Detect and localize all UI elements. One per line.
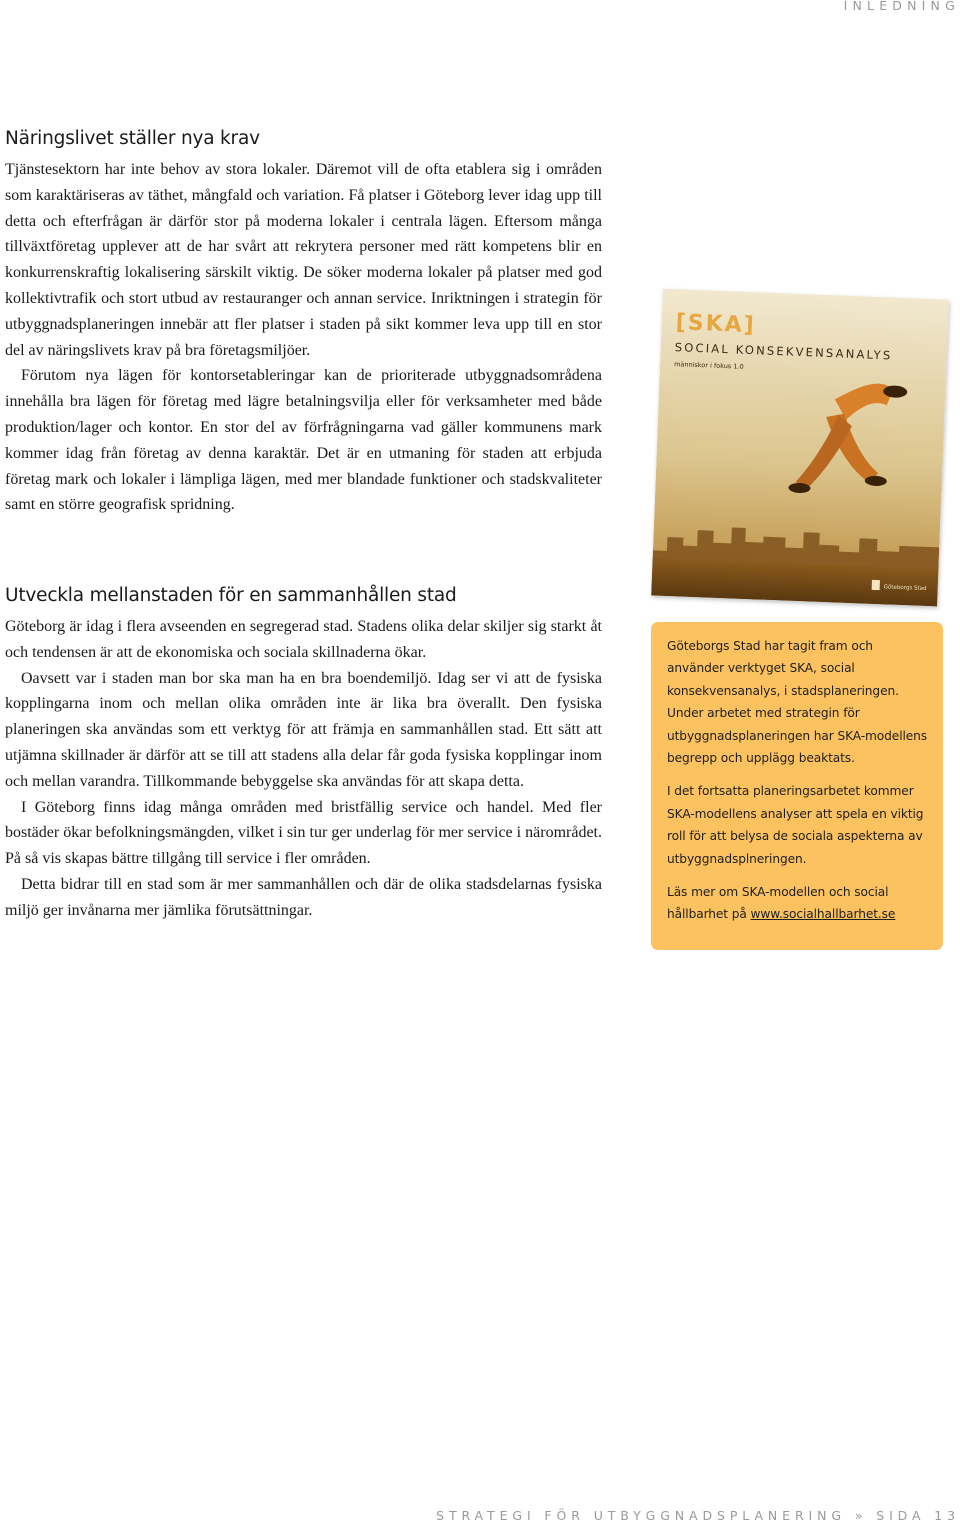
cover-logo-text: Göteborgs Stad [883,584,927,592]
info-paragraph: Göteborgs Stad har tagit fram och använder verktyget SKA, social konsekvensanalys, i stadsplaneringen. Under arbetet med strategin för utbyggnadsplaneringen har SKA-modellens begrepp och upplägg beaktats. [667,639,928,766]
socialhallbarhet-link[interactable]: www.socialhallbarhet.se [750,907,896,922]
info-paragraph: I det fortsatta planeringsarbetet kommer SKA-modellens analyser att spela en viktig roll för att belysa de sociala aspekterna av utbyggnadsplneringen. [667,784,924,866]
running-footer: STRATEGI FÖR UTBYGGNADSPLANERING » SIDA 13 [436,1508,960,1523]
section-heading: Utveckla mellanstaden för en sammanhållen stad [5,585,457,606]
body-paragraph: Göteborg är idag i flera avseenden en segregerad stad. Stadens olika delar skiljer sig starkt åt och tendensen är att de ekonomiska och sociala skillnaderna ökar. [5,618,602,661]
ska-report-cover-image [651,289,949,607]
body-paragraph: Oavsett var i staden man bor ska man ha en bra boendemiljö. Idag ser vi att de fysiska kopplingarna inom och mellan olika områden inte är lika bra överallt. Den fysiska planeringen ska användas som ett verktyg för att främja en sammanhållen stad. Ett sätt att utjämna skillnader är därför att se till att stadens alla delar får goda fysiska kopplingar inom och mellan varandra. Tillkommande bebyggelse ska användas för att skapa detta. [5,669,602,790]
section-heading: Näringslivet ställer nya krav [5,128,260,149]
info-paragraph [667,881,931,926]
body-paragraph: I Göteborg finns idag många områden med bristfällig service och handel. Med fler bostäder ökar befolkningsmängden, vilket i sin tur ger underlag för mer service i närområdet. På så vis skapas bättre tillgång till service i fler områden. [5,798,602,868]
running-header: INLEDNING [843,0,960,13]
body-paragraph: Detta bidrar till en stad som är mer sammanhållen och där de olika stadsdelarnas fysiska miljö ger invånarna mer jämlika förutsättningar. [5,875,602,919]
cover-tag: [SKA] [675,310,757,339]
body-paragraph: Förutom nya lägen för kontorsetableringar kan de prioriterade utbyggnadsområdena innehålla bra lägen för företag med lägre betalningsvilja eller för verksamheter med både produktion/lager och kontor. En stor del av förfrågningarna vad gäller kommunens mark kommer idag från företag av denna karaktär. Det är en utmaning för staden att erbjuda företag mark och lokaler i lämpliga lägen, med mer blandade funktioner och stadskvaliteter samt en större geografisk spridning. [5,367,602,514]
section-mellanstaden [5,585,602,924]
body-paragraph: Tjänstesektorn har inte behov av stora lokaler. Däremot vill de ofta etablera sig i områden som karaktäriseras av täthet, mångfald och variation. Få platser i Göteborg lever idag upp till detta och efterfrågan är därför stor på moderna lokaler i centrala lägen. Eftersom många tillväxtföretag upplever att de har svårt att rekrytera personer med rätt kompetens blir en konkurrenskraftig lokalisering särskilt viktig. De söker moderna lokaler på platser med god kollektivtrafik och stort utbud av restauranger och annan service. Inriktningen i strategin för utbyggnadsplaneringen innebär att fler platser i staden på sikt kommer leva upp till en stor del av näringslivets krav på bra företagsmiljöer. [5,161,602,359]
section-naringslivet [5,128,602,518]
cover-title: SOCIAL KONSEKVENSANALYS [674,340,893,363]
ska-info-box [651,622,943,950]
info-paragraph-text: Läs mer om SKA-modellen och social hållbarhet på [667,885,889,922]
cover-subtitle: människor i fokus 1.0 [673,360,744,371]
